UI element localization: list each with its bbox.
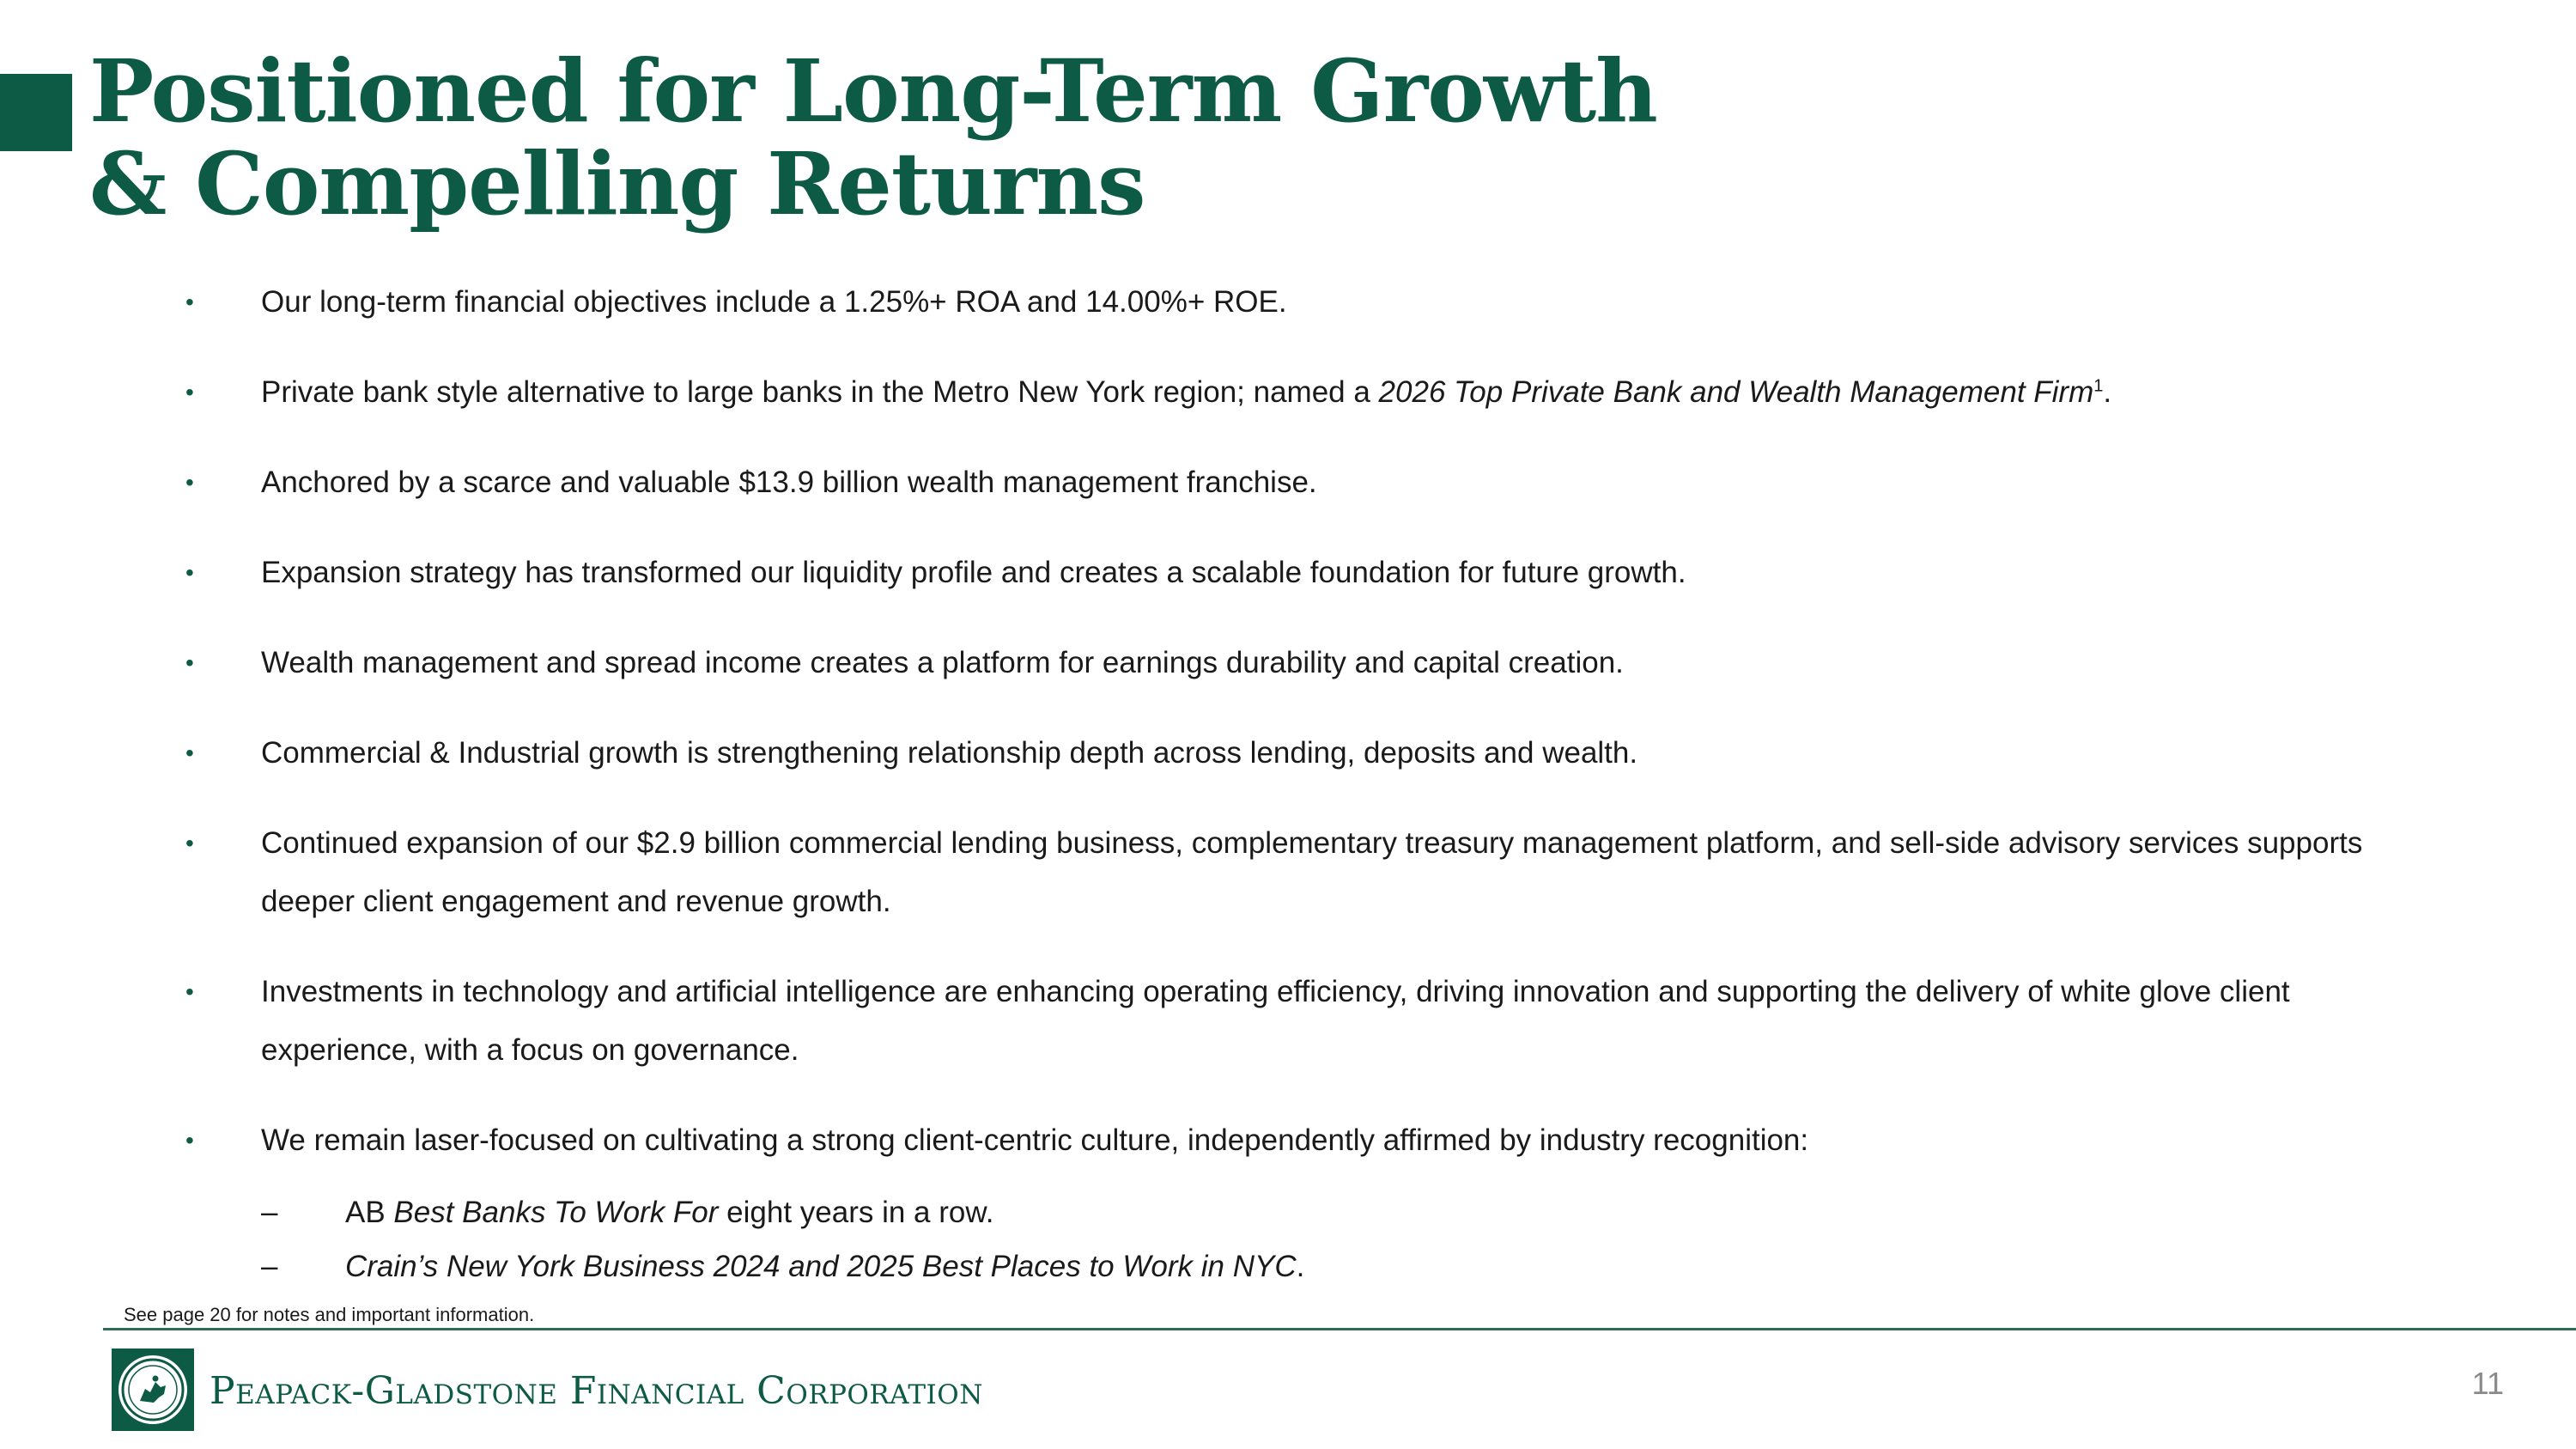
bullet-text: Our long-term financial objectives include a 1.25%+ ROA and 14.00%+ ROE. <box>261 285 1287 319</box>
bullet-item <box>185 454 2435 512</box>
bullet-text: Anchored by a scarce and valuable $13.9 billion wealth management franchise. <box>261 466 1317 499</box>
sub-bullet-item <box>261 1185 2435 1239</box>
footnote: See page 20 for notes and important information. <box>124 1304 535 1325</box>
bullet-item <box>185 363 2435 422</box>
page-number: 11 <box>2471 1366 2504 1401</box>
bullet-text: Continued expansion of our $2.9 billion commercial lending business, complementary treasury management platform, and sell-side advisory services supports deeper client engagement and revenue growth. <box>261 826 2363 918</box>
bullet-text: Investments in technology and artificial intelligence are enhancing operating efficiency, driving innovation and supporting the delivery of white glove client experience, with a focus on governance. <box>261 975 2290 1067</box>
title-line-1: Positioned for Long-Term Growth <box>89 40 1657 142</box>
bullet-item <box>185 963 2435 1080</box>
sub-bullet-suffix: . <box>1296 1250 1305 1283</box>
bullet-item <box>185 544 2435 602</box>
bullet-dot: • <box>185 649 194 676</box>
bullet-dot: • <box>185 830 194 856</box>
bullet-suffix: . <box>2103 375 2112 409</box>
seal-graphic <box>116 1353 190 1427</box>
footer-divider <box>103 1328 2576 1330</box>
bullet-item <box>185 634 2435 692</box>
bullet-text: Commercial & Industrial growth is strengthening relationship depth across lending, deposits and wealth. <box>261 736 1638 770</box>
bullet-dot: • <box>185 379 194 405</box>
recognition-name: Crain’s New York Business 2024 and 2025 Best Places to Work in NYC <box>345 1250 1297 1283</box>
bullet-dot: • <box>185 1127 194 1154</box>
sub-bullet-list <box>261 1185 2435 1294</box>
bullet-item <box>185 814 2435 931</box>
bullet-text: Private bank style alternative to large banks in the Metro New York region; named a <box>261 375 1379 409</box>
bullet-item <box>185 1111 2435 1294</box>
bullet-dot: • <box>185 978 194 1005</box>
recognition-name: Best Banks To Work For <box>393 1196 719 1229</box>
sub-bullet-suffix: eight years in a row. <box>718 1196 994 1229</box>
bullet-dot: • <box>185 289 194 315</box>
award-name: 2026 Top Private Bank and Wealth Management Firm <box>1378 375 2094 409</box>
company-name: Peapack-Gladstone Financial Corporation <box>210 1369 983 1413</box>
bullet-dot: • <box>185 559 194 586</box>
title-line-2: & Compelling Returns <box>89 133 1145 234</box>
title-accent-square <box>0 74 72 151</box>
sub-bullet-prefix: AB <box>345 1196 394 1229</box>
footnote-marker: 1 <box>2093 376 2104 396</box>
bullet-text: Expansion strategy has transformed our liquidity profile and creates a scalable foundation for future growth. <box>261 556 1686 589</box>
page-title <box>89 40 1657 234</box>
bullet-dot: • <box>185 469 194 496</box>
bullet-list <box>185 273 2435 1325</box>
sub-bullet-dash: – <box>261 1250 278 1283</box>
sub-bullet-dash: – <box>261 1196 278 1229</box>
bullet-text: We remain laser-focused on cultivating a strong client-centric culture, independently affirmed by industry recognition: <box>261 1123 1809 1157</box>
sub-bullet-item <box>261 1239 2435 1294</box>
bullet-text: Wealth management and spread income creates a platform for earnings durability and capital creation. <box>261 646 1624 679</box>
bank-seal-icon <box>112 1349 194 1431</box>
bullet-item <box>185 724 2435 782</box>
bullet-dot: • <box>185 740 194 766</box>
bullet-item <box>185 273 2435 332</box>
